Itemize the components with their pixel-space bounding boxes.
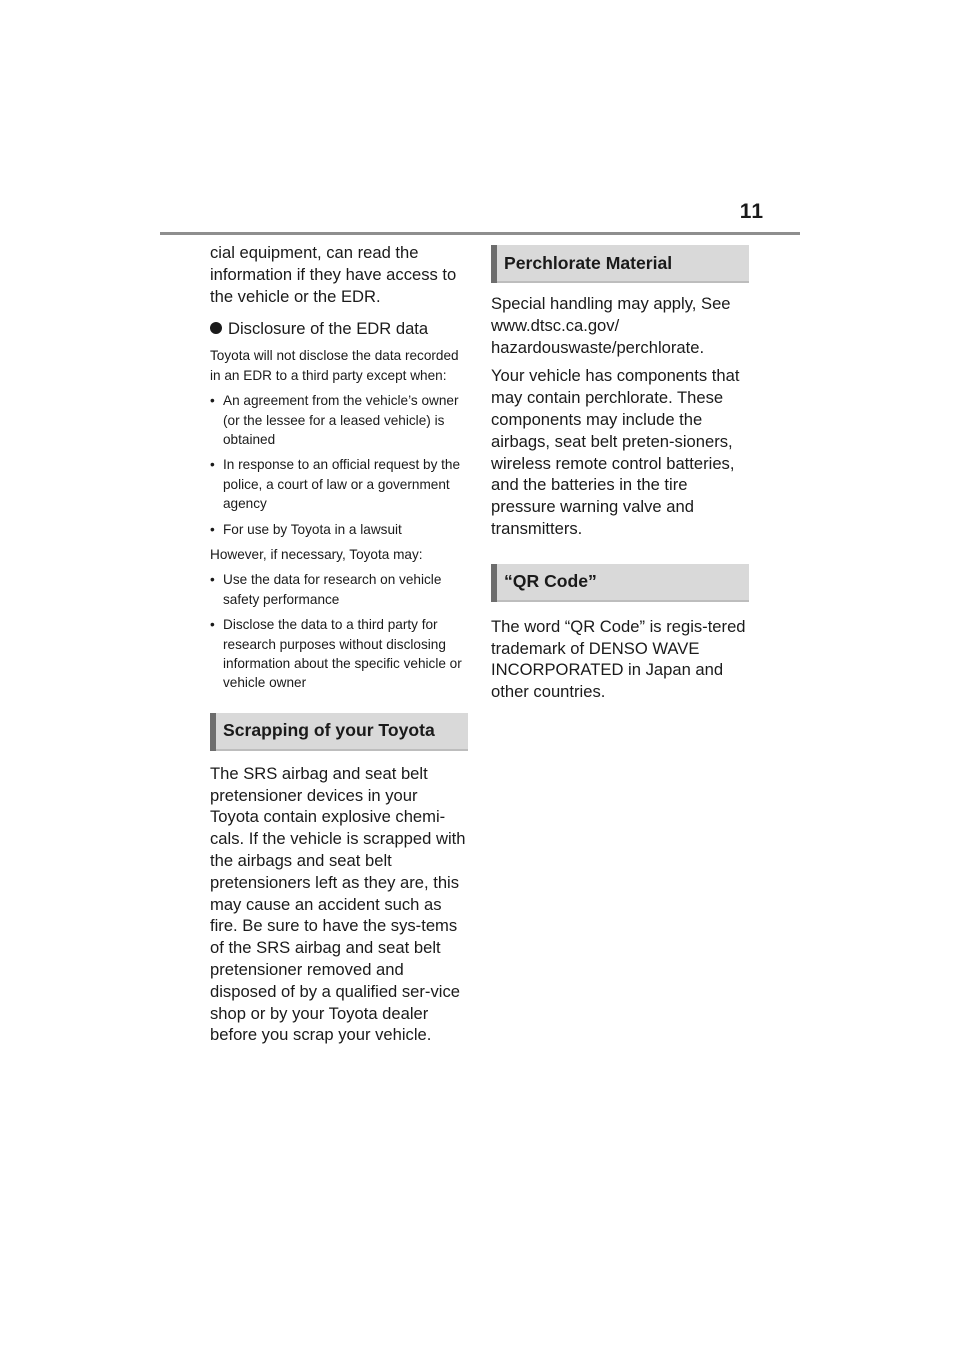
left-column [210, 242, 468, 1046]
scrapping-section-heading [210, 713, 468, 751]
disclosure-paragraph: Toyota will not disclose the data recorded in an EDR to a third party except when: [210, 348, 459, 383]
bullet-icon: • [210, 393, 215, 409]
heading-accent-bar [491, 245, 497, 283]
bullet-icon: • [210, 617, 215, 633]
scrapping-heading-text: Scrapping of your Toyota [223, 720, 435, 741]
disclosure-list [210, 391, 468, 539]
disclosure-heading-text: Disclosure of the EDR data [228, 319, 429, 339]
intro-paragraph: cial equipment, can read the information if they have access to the vehicle or the EDR. [210, 243, 457, 306]
bullet-icon: • [210, 457, 215, 473]
list-item: • An agreement from the vehicle’s owner (or the lessee for a leased vehicle) is obtained [210, 393, 459, 448]
bullet-icon: • [210, 521, 215, 537]
qr-paragraph: The word “QR Code” is regis-tered trademark of DENSO WAVE INCORPORATED in Japan and other countries. [491, 616, 746, 702]
scrapping-paragraph: The SRS airbag and seat belt pretensioner devices in your Toyota contain explosive chemi-cals. If the vehicle is scrapped with the airbags and seat belt pretensioners left as they are, this may cause an accident such as fire. Be sure to have the sys-tems of the SRS airbag and seat belt pretensioner removed and disposed of by a qualified ser-vice shop or by your Toyota dealer before you scrap your vehicle. [210, 763, 466, 1045]
disclosure-heading [210, 318, 468, 340]
qr-heading-text: “QR Code” [504, 571, 597, 592]
header-rule [160, 232, 800, 235]
list-item: • For use by Toyota in a lawsuit [210, 520, 468, 539]
list-item: • Use the data for research on vehicle safety performance [210, 572, 442, 607]
perchlorate-heading-text: Perchlorate Material [504, 252, 673, 273]
heading-accent-bar [210, 713, 216, 751]
qr-section-heading [491, 564, 749, 602]
bullet-dot-icon [210, 322, 222, 334]
list-item: • In response to an official request by the police, a court of law or a government agency [210, 457, 461, 512]
page-number: 11 [739, 200, 764, 223]
heading-accent-bar [491, 564, 497, 602]
bullet-icon: • [210, 572, 215, 588]
right-column [491, 242, 749, 703]
list-item: • Disclose the data to a third party for research purposes without disclosing information about the specific vehicle or vehicle owner [210, 617, 462, 691]
however-list [210, 570, 468, 692]
perchlorate-section-heading [491, 245, 749, 283]
perchlorate-paragraph-1: Special handling may apply, See www.dtsc.ca.gov/ hazardouswaste/perchlorate. [491, 294, 731, 357]
however-paragraph: However, if necessary, Toyota may: [210, 547, 423, 563]
perchlorate-paragraph-2: Your vehicle has components that may contain perchlorate. These components may include the airbags, seat belt preten-sioners, wireless remote control batteries, and the batteries in the tire pressure warning valve and transmitters. [491, 366, 740, 538]
